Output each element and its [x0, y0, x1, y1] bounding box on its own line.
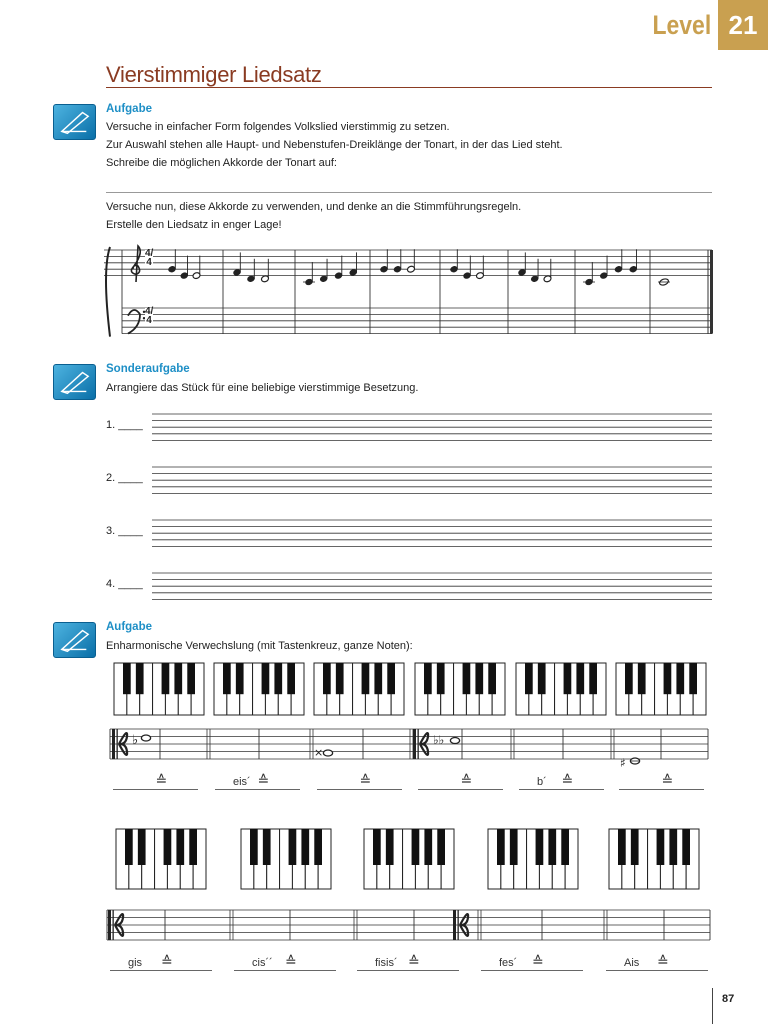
enharmonic-staff-row1: [0, 727, 768, 767]
task1-heading: Aufgabe: [106, 103, 152, 115]
black-key: [548, 829, 556, 865]
treble-clef-icon: [131, 246, 140, 282]
black-key: [287, 663, 295, 694]
black-key: [274, 663, 282, 694]
enharmonic-answer-field[interactable]: [481, 953, 583, 971]
empty-staff[interactable]: [150, 519, 715, 549]
task3-text: Enharmonische Verwechslung (mit Tastenkreuz, ganze Noten):: [106, 640, 413, 652]
page-number: 87: [722, 993, 735, 1005]
piano-keyboard: [313, 662, 405, 716]
pencil-task-icon: [53, 622, 96, 658]
black-key: [625, 663, 633, 694]
black-key: [336, 663, 344, 694]
grand-staff-melody: [100, 240, 715, 340]
black-key: [424, 829, 432, 865]
black-key: [174, 663, 182, 694]
melody-note: [476, 272, 485, 280]
black-key: [362, 663, 370, 694]
piano-keyboard: [363, 828, 455, 890]
alto-clef-icon: [112, 729, 115, 759]
task1-instructions: [106, 198, 521, 234]
black-key: [525, 663, 533, 694]
text-line: Schreibe die möglichen Akkorde der Tonart auf:: [106, 157, 337, 169]
melody-note: [192, 272, 201, 280]
black-key: [488, 663, 496, 694]
black-key: [536, 829, 544, 865]
black-key: [373, 829, 381, 865]
corresponds-to-symbol: ≙: [460, 772, 473, 788]
voice-number-label: 3. ____: [106, 525, 143, 537]
double-sharp-accidental: ×: [314, 746, 324, 759]
black-key: [664, 663, 672, 694]
piano-keyboard: [414, 662, 506, 716]
black-key: [387, 663, 395, 694]
black-key: [123, 663, 131, 694]
black-key: [301, 829, 309, 865]
note-name-label: fes´: [499, 957, 518, 969]
melody-note: [261, 275, 270, 283]
alto-clef-icon: [458, 910, 459, 940]
empty-staff[interactable]: [150, 413, 715, 443]
double-flat-accidental: ♭♭: [433, 733, 445, 747]
black-key: [250, 829, 258, 865]
black-key: [187, 663, 195, 694]
black-key: [618, 829, 626, 865]
black-key: [475, 663, 483, 694]
black-key: [589, 663, 597, 694]
black-key: [236, 663, 244, 694]
enharmonic-answer-field[interactable]: [317, 772, 402, 790]
brace-icon: [106, 247, 110, 337]
task1-text: [106, 118, 563, 172]
black-key: [136, 663, 144, 694]
black-key: [424, 663, 432, 694]
pencil-task-icon: [53, 364, 96, 400]
corresponds-to-symbol: ≙: [532, 953, 544, 969]
corresponds-to-symbol: ≙: [561, 772, 574, 788]
enharmonic-answer-field[interactable]: [357, 953, 459, 971]
black-key: [223, 663, 231, 694]
pencil-task-icon: [53, 104, 96, 140]
alto-clef-icon: [117, 729, 118, 759]
corresponds-to-symbol: ≙: [285, 953, 297, 969]
black-key: [437, 663, 445, 694]
black-key: [510, 829, 518, 865]
black-key: [263, 829, 271, 865]
flat-accidental: ♭: [132, 733, 139, 748]
sharp-accidental: ♯: [620, 756, 626, 767]
black-key: [262, 663, 270, 694]
black-key: [374, 663, 382, 694]
black-key: [676, 663, 684, 694]
black-key: [437, 829, 445, 865]
alto-clef-icon: [418, 729, 419, 759]
black-key: [176, 829, 184, 865]
alto-clef-icon: [453, 910, 456, 940]
black-key: [669, 829, 677, 865]
piano-keyboard: [487, 828, 579, 890]
black-key: [561, 829, 569, 865]
text-line: Erstelle den Liedsatz in enger Lage!: [106, 219, 282, 231]
black-key: [164, 829, 172, 865]
melody-note: [407, 265, 416, 273]
corresponds-to-symbol: ≙: [161, 953, 173, 969]
black-key: [631, 829, 639, 865]
black-key: [162, 663, 170, 694]
text-line: Versuche in einfacher Form folgendes Volkslied vierstimmig zu setzen.: [106, 121, 450, 133]
enharmonic-answer-field[interactable]: [110, 953, 212, 971]
note-name-label: gis: [128, 957, 143, 969]
piano-keyboard: [515, 662, 607, 716]
voice-number-label: 4. ____: [106, 578, 143, 590]
corresponds-to-symbol: ≙: [661, 772, 674, 788]
black-key: [138, 829, 146, 865]
piano-keyboard: [608, 828, 700, 890]
piano-keyboard: [115, 828, 207, 890]
melody-note: [543, 275, 552, 283]
answer-line[interactable]: [106, 192, 712, 193]
corresponds-to-symbol: ≙: [657, 953, 669, 969]
black-key: [576, 663, 584, 694]
black-key: [463, 663, 471, 694]
treble-time-signature: 4/4: [145, 248, 154, 268]
note-name-label: Ais: [624, 957, 640, 969]
bass-time-signature: 4/4: [145, 306, 154, 326]
voice-number-label: 2. ____: [106, 472, 143, 484]
enharmonic-answer-field[interactable]: [113, 772, 198, 790]
black-key: [564, 663, 572, 694]
corresponds-to-symbol: ≙: [155, 772, 168, 788]
black-key: [538, 663, 546, 694]
whole-note: [450, 738, 459, 744]
black-key: [682, 829, 690, 865]
black-key: [289, 829, 297, 865]
note-name-label: fisis´: [375, 957, 398, 969]
title-underline: [106, 87, 712, 88]
enharmonic-answer-field[interactable]: [418, 772, 503, 790]
corresponds-to-symbol: ≙: [359, 772, 372, 788]
enharmonic-staff-row2: [0, 908, 768, 948]
corresponds-to-symbol: ≙: [257, 772, 270, 788]
black-key: [657, 829, 665, 865]
black-key: [189, 829, 197, 865]
alto-clef-icon: [413, 729, 416, 759]
page-number-divider: [712, 988, 713, 1024]
task3-heading: Aufgabe: [106, 621, 152, 633]
page-title: Vierstimmiger Liedsatz: [106, 62, 322, 87]
black-key: [323, 663, 331, 694]
text-line: Zur Auswahl stehen alle Haupt- und Nebenstufen-Dreiklänge der Tonart, in der das Lied steht.: [106, 139, 563, 151]
voice-number-label: 1. ____: [106, 419, 143, 431]
enharmonic-answer-field[interactable]: [234, 953, 336, 971]
enharmonic-answer-field[interactable]: [215, 772, 300, 790]
black-key: [638, 663, 646, 694]
note-name-label: cis´´: [252, 957, 273, 969]
level-label: Level: [642, 0, 719, 50]
piano-keyboard: [615, 662, 707, 716]
task2-text: Arrangiere das Stück für eine beliebige vierstimmige Besetzung.: [106, 382, 419, 394]
black-key: [412, 829, 420, 865]
black-key: [386, 829, 394, 865]
piano-keyboard: [213, 662, 305, 716]
black-key: [314, 829, 322, 865]
empty-staff[interactable]: [150, 466, 715, 496]
piano-keyboard: [240, 828, 332, 890]
empty-staff[interactable]: [150, 572, 715, 602]
black-key: [497, 829, 505, 865]
enharmonic-answer-field[interactable]: [606, 953, 708, 971]
text-line: Versuche nun, diese Akkorde zu verwenden, und denke an die Stimmführungsregeln.: [106, 201, 522, 213]
piano-keyboard: [113, 662, 205, 716]
black-key: [689, 663, 697, 694]
alto-clef-icon: [108, 910, 111, 940]
bass-clef-icon: [128, 310, 140, 334]
enharmonic-answer-field[interactable]: [619, 772, 704, 790]
enharmonic-answer-field[interactable]: [519, 772, 604, 790]
corresponds-to-symbol: ≙: [408, 953, 420, 969]
level-number-badge: 21: [718, 0, 768, 50]
alto-clef-icon: [113, 910, 114, 940]
whole-note: [141, 735, 150, 741]
black-key: [125, 829, 133, 865]
task2-heading: Sonderaufgabe: [106, 363, 190, 375]
whole-note: [323, 750, 332, 756]
note-name-label: b´: [537, 776, 547, 788]
note-name-label: eis´: [233, 776, 251, 788]
